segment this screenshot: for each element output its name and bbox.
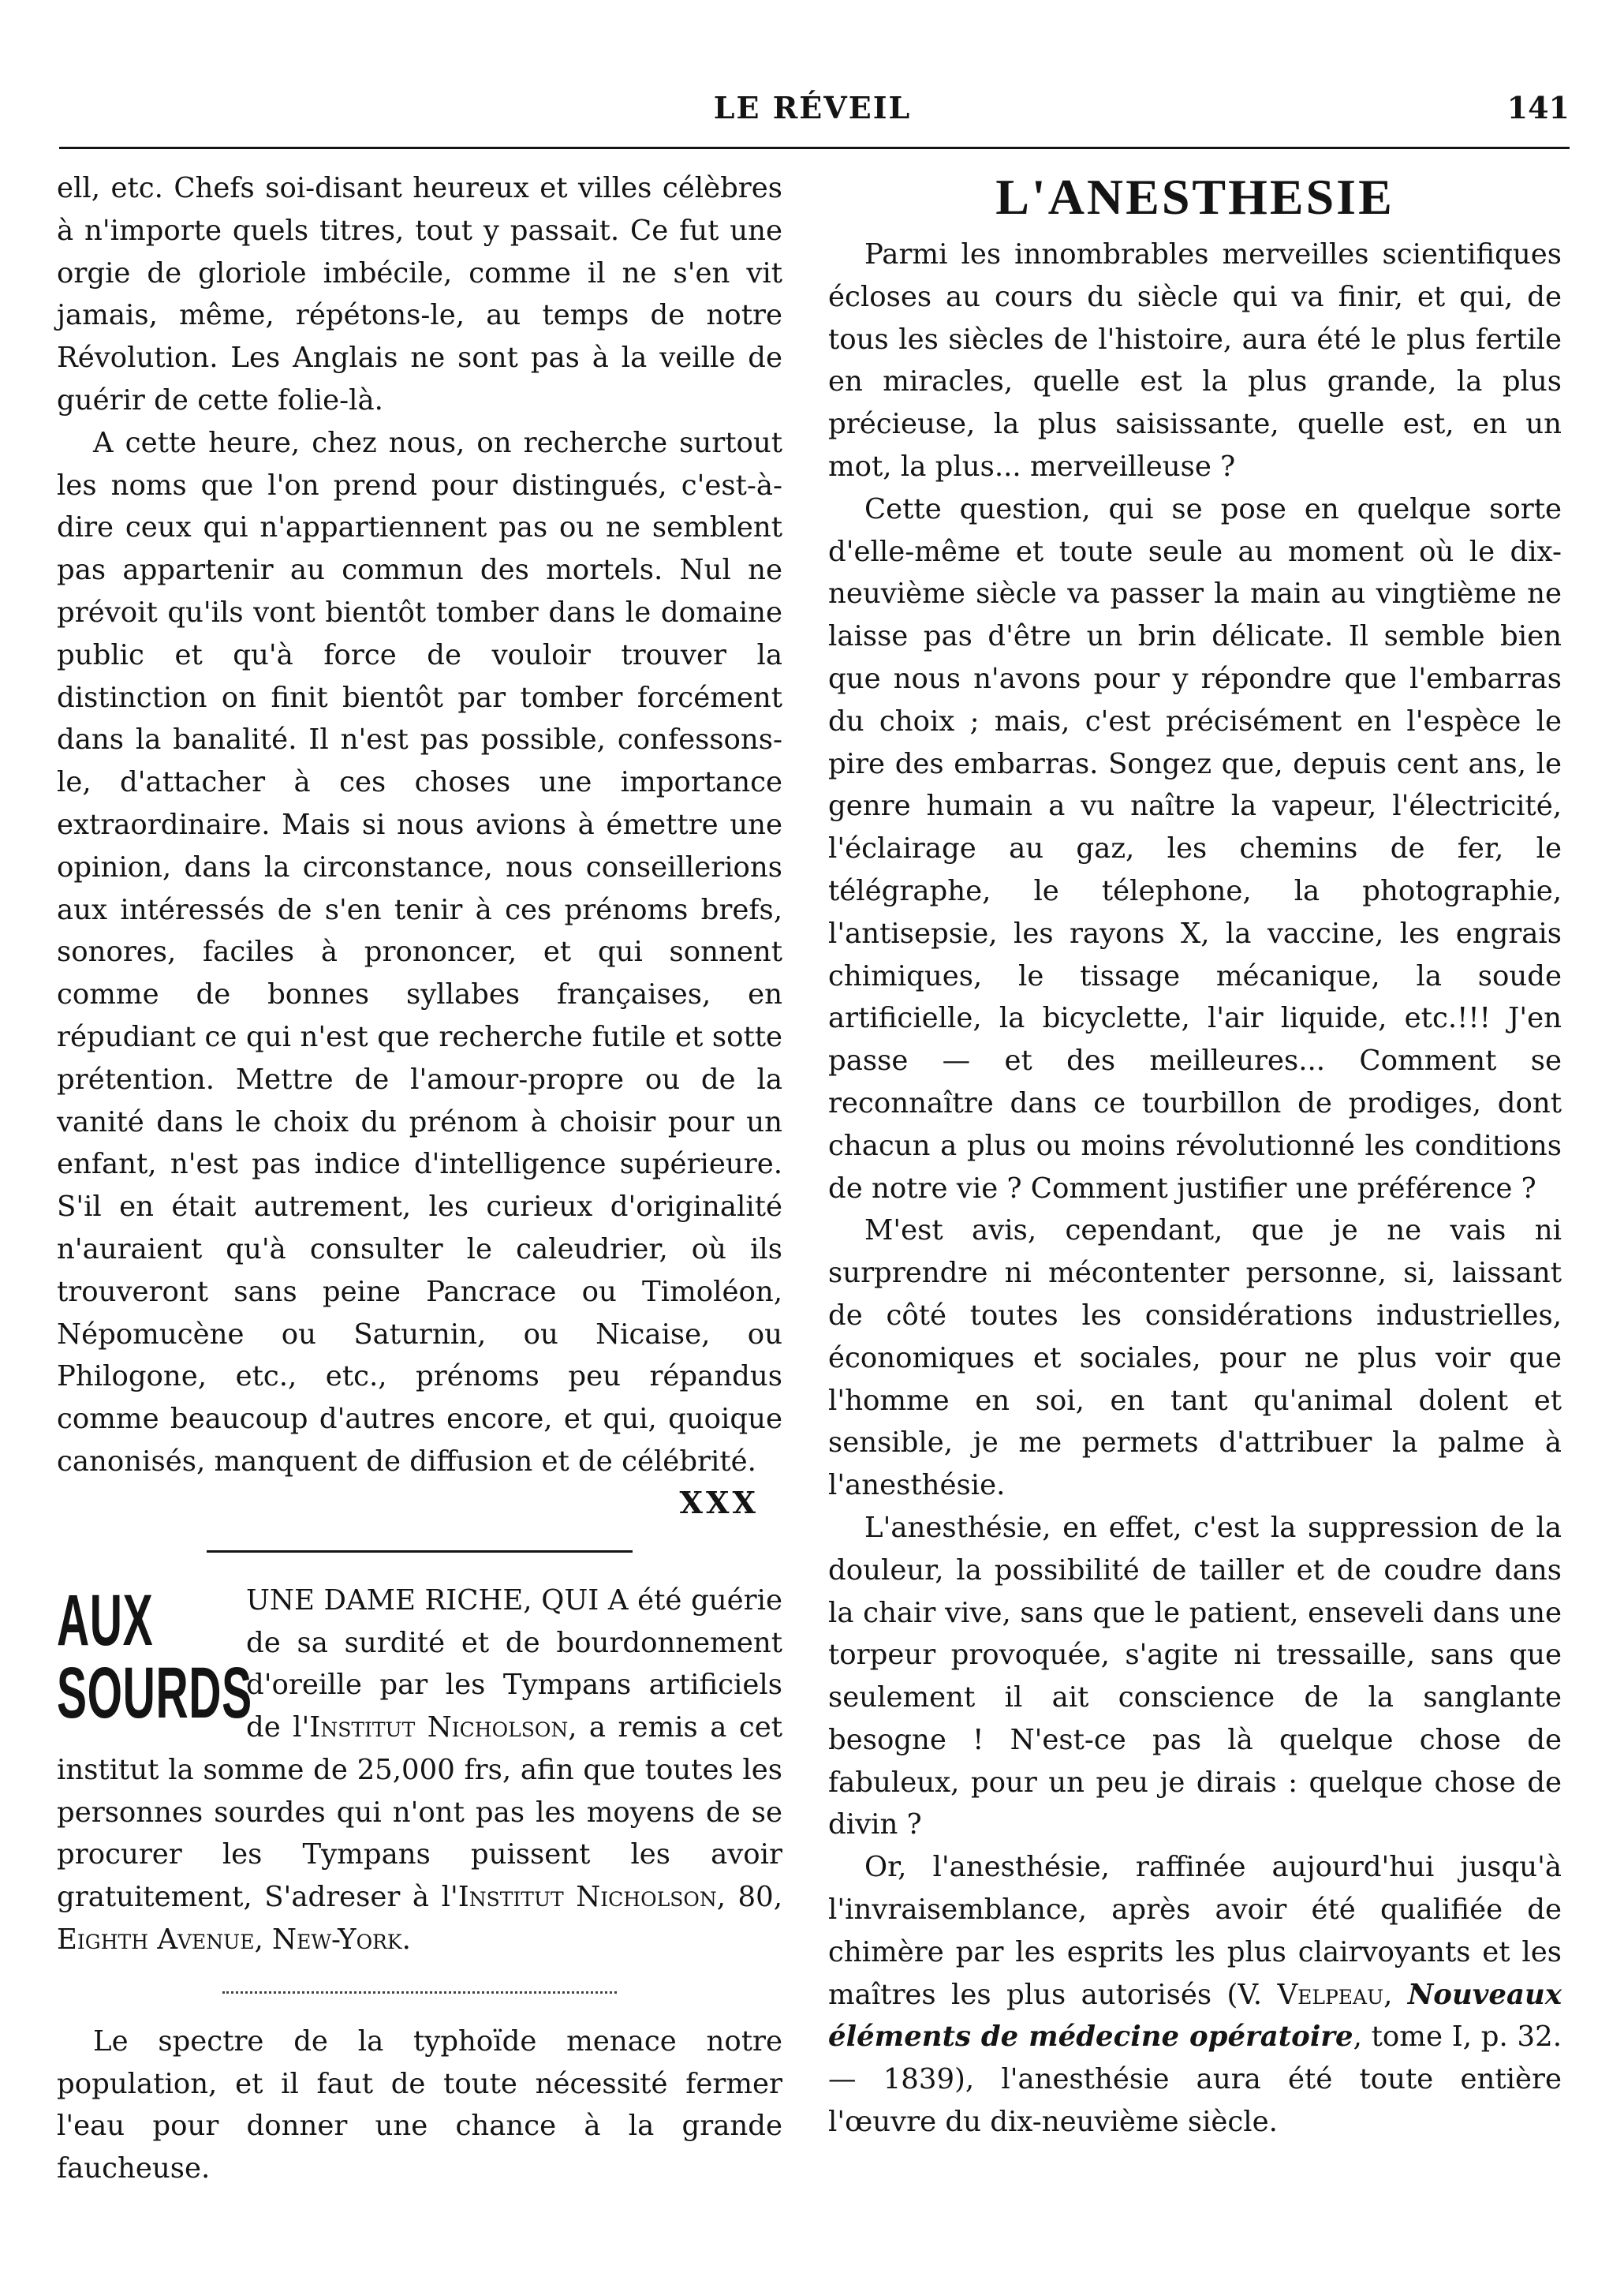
header-rule xyxy=(59,147,1570,149)
left-column xyxy=(57,167,782,2190)
advertisement xyxy=(57,1579,782,1961)
ad-organization: Institut Nicholson xyxy=(457,1881,717,1914)
signature: XXX xyxy=(679,1484,759,1520)
paragraph-part: , xyxy=(1383,1978,1408,2011)
separator-rule xyxy=(207,1550,633,1553)
paragraph xyxy=(828,1846,1562,2144)
paragraph: A cette heure, chez nous, on recherche surtout les noms que l'on prend pour distingués, c'est-à-dire ceux qui n'appartiennent pas ou ne semblent pas appartenir au commun des mortels. Nul ne prévoit qu'ils vont bientôt tomber dans le domaine public et qu'à force de vouloir trouver la distinction on finit bientôt par tomber forcément dans la banalité. Il n'est pas possible, confessons-le, d'attacher à ces choses une importance extraordinaire. Mais si nous avions à émettre une opinion, dans la circonstance, nous conseillerions aux intéressés de s'en tenir à ces prénoms brefs, sonores, faciles à prononcer, et qui sonnent comme de bonnes syllabes françaises, en répudiant ce qui n'est que recherche futile et sotte prétention. Mettre de l'amour-propre ou de la vanité dans le choix du prénom à choisir pour un enfant, n'est pas indice d'intelligence supérieure. S'il en était autrement, les curieux d'originalité n'auraient qu'à consulter le caleudrier, où ils trouveront sans peine Pancrace ou Timoléon, Népomucène ou Saturnin, ou Nicaise, ou Philogone, etc., etc., prénoms peu répandus comme beaucoup d'autres encore, et qui, quoique canonisés, manquent de diffusion et de célébrité. xyxy=(57,426,782,1478)
ad-text-part: . xyxy=(401,1923,411,1957)
paragraph: ell, etc. Chefs soi-disant heureux et villes célèbres à n'importe quels titres, tout y passait. Ce fut une orgie de gloriole imbécile, comme il ne s'en vit jamais, même, répétons-le, au temps de notre Révolution. Les Anglais ne sont pas à la veille de guérir de cette folie-là. xyxy=(57,172,782,417)
ad-address: Eighth Avenue, New-York xyxy=(57,1923,402,1957)
dotted-separator xyxy=(222,1991,617,1994)
paragraph-part: Or, l'anesthésie, raffinée aujourd'hui jusqu'à l'invraisemblance, après avoir été qualifiée de chimère par les esprits les plus clairvoyants et les maîtres les plus autorisés (V. xyxy=(828,1851,1562,2011)
paragraph: M'est avis, cependant, que je ne vais ni surprendre ni mécontenter personne, si, laissant de côté toutes les considérations industrielles, économiques et sociales, pour ne plus voir que l'homme en soi, en tant qu'animal dolent et sensible, je me permets d'attribuer la palme à l'anesthésie. xyxy=(828,1214,1562,1502)
author-name: Velpeau xyxy=(1277,1978,1384,2011)
paragraph: L'anesthésie, en effet, c'est la suppression de la douleur, la possibilité de tailler et de coudre dans la chair vive, sans que le patient, enseveli dans une torpeur provoquée, s'agite ni tressaille, sans que seulement il ait conscience de la sanglante besogne ! N'est-ce pas là quelque chose de fabuleux, pour un peu je dirais : quelque chose de divin ? xyxy=(828,1511,1562,1841)
right-column xyxy=(828,167,1562,2144)
book-citation: Nouveaux éléments de médecine opératoire xyxy=(828,1978,1562,2054)
paragraph: Cette question, qui se pose en quelque sorte d'elle-même et toute seule au moment où le dix-neuvième siècle va passer la main au vingtième ne laisse pas d'être un brin délicate. Il semble bien que nous n'avons pour y répondre que l'embarras du choix ; mais, c'est précisément en l'espèce le pire des embarras. Songez que, depuis cent ans, le genre humain a vu naître la vapeur, l'électricité, l'éclairage au gaz, les chemins de fer, le télégraphe, le télephone, la photographie, l'antisepsie, les rayons X, la vaccine, les engrais chimiques, le tissage mécanique, la soude artificielle, la bicyclette, l'air liquide, etc.!!! J'en passe — et des meilleures... Comment se reconnaître dans ce tourbillon de prodiges, dont chacun a plus ou moins révolutionné les conditions de notre vie ? Comment justifier une préférence ? xyxy=(828,492,1562,1205)
page-header xyxy=(55,85,1570,140)
paragraph: Parmi les innombrables merveilles scientifiques écloses au cours du siècle qui va finir, et qui, de tous les siècles de l'histoire, aura été le plus fertile en miracles, quelle est la plus grande, la plus précieuse, la plus saisissante, quelle est, en un mot, la plus... merveilleuse ? xyxy=(828,238,1562,483)
paragraph-part: , tome I, p. 32. — 1839), l'anesthésie aura été toute entière l'œuvre du dix-neuvième siècle. xyxy=(828,2020,1562,2139)
ad-text-part: , a remis a cet institut la somme de 25,000 frs, afin que toutes les personnes sourdes qui n'ont pas les moyens de se procurer les Tympans puissent les avoir gratuitement, S'adreser à l' xyxy=(57,1711,782,1914)
ad-text-part: UNE DAME RICHE, QUI A été guérie de sa surdité et de bourdonnement d'oreille par les Tympans artificiels de l' xyxy=(246,1583,782,1744)
ad-heading: AUX SOURDS xyxy=(57,1579,252,1733)
page-number: 141 xyxy=(1506,90,1570,125)
ad-organization: Institut Nicholson xyxy=(309,1711,569,1744)
ad-text-part: , 80, xyxy=(716,1881,782,1914)
journal-title: LE RÉVEIL xyxy=(713,90,912,125)
notice-paragraph: Le spectre de la typhoïde menace notre population, et il faut de toute nécessité fermer l'eau pour donner une chance à la grande faucheuse. xyxy=(57,2024,782,2185)
article-title: L'ANESTHESIE xyxy=(995,169,1394,225)
